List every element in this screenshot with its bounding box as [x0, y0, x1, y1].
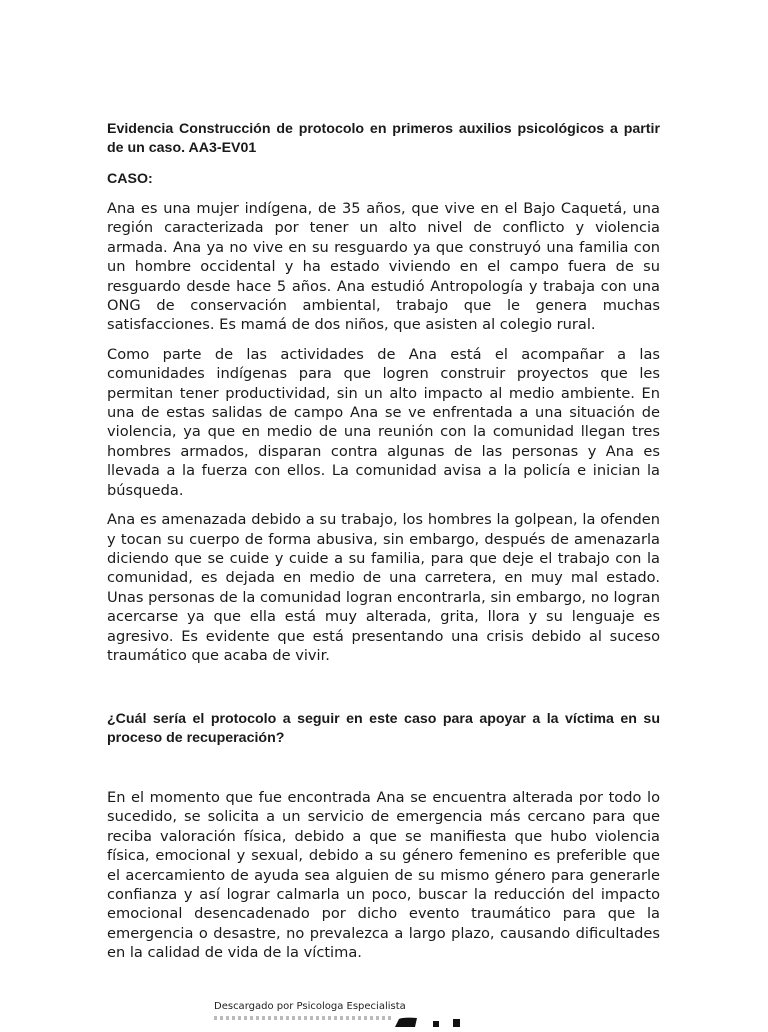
paragraph-2: Como parte de las actividades de Ana está el acompañar a las comunidades indígenas para que logren construir proyectos que les permitan tener productividad, sin un alto impacto al medio ambiente. En una de estas salidas de campo Ana se ve enfrentada a una situación de violencia, ya que en medio de una reunión con la comunidad llegan tres hombres armados, disparan contra algunas de las personas y Ana es llevada a la fuerza con ellos. La comunidad avisa a la policía e inician la búsqueda.	[107, 345, 660, 499]
document-page	[107, 120, 660, 962]
answer-paragraph: En el momento que fue encontrada Ana se encuentra alterada por todo lo sucedido, se solicita a un servicio de emergencia más cercano para que reciba valoración física, debido a que se manifiesta que hubo violencia física, emocional y sexual, debido a su género femenino es preferible que el acercamiento de ayuda sea alguien de su mismo género para generarle confianza y así lograr calmarla un poco, buscar la reducción del impacto emocional desencadenado por dicho evento traumático para que la emergencia o desastre, no prevalezca a largo plazo, causando dificultades en la calidad de vida de la víctima.	[107, 789, 660, 962]
paragraph-1: Ana es una mujer indígena, de 35 años, que vive en el Bajo Caquetá, una región caracterizada por tener un alto nivel de conflicto y violencia armada. Ana ya no vive en su resguardo ya que construyó una familia con un hombre occidental y ha estado viviendo en el campo fuera de su resguardo desde hace 5 años. Ana estudió Antropología y trabaja con una ONG de conservación ambiental, trabajo que le genera muchas satisfacciones. Es mamá de dos niños, que asisten al colegio rural.	[107, 200, 660, 334]
paragraph-3: Ana es amenazada debido a su trabajo, los hombres la golpean, la ofenden y tocan su cuerpo de forma abusiva, sin embargo, después de amenazarla diciendo que se cuide y cuide a su familia, para que deje el trabajo con la comunidad, es dejada en medio de una carretera, en muy mal estado. Unas personas de la comunidad logran encontrarla, sin embargo, no logran acercarse ya que ella está muy alterada, grita, llora y su lenguaje es agresivo. Es evidente que está presentando una crisis debido al suceso traumático que acaba de vivir.	[107, 511, 660, 664]
download-notice: Descargado por Psicologa Especialista	[214, 1001, 406, 1012]
question-heading: ¿Cuál sería el protocolo a seguir en este caso para apoyar a la víctima en su proceso de recuperación?	[107, 711, 660, 746]
case-label: CASO:	[107, 171, 153, 187]
document-title: Evidencia Construcción de protocolo en primeros auxilios psicológicos a partir de un caso. AA3-EV01	[107, 121, 660, 156]
download-notice-sub	[214, 1016, 394, 1020]
studocu-logo-icon	[393, 1014, 483, 1032]
